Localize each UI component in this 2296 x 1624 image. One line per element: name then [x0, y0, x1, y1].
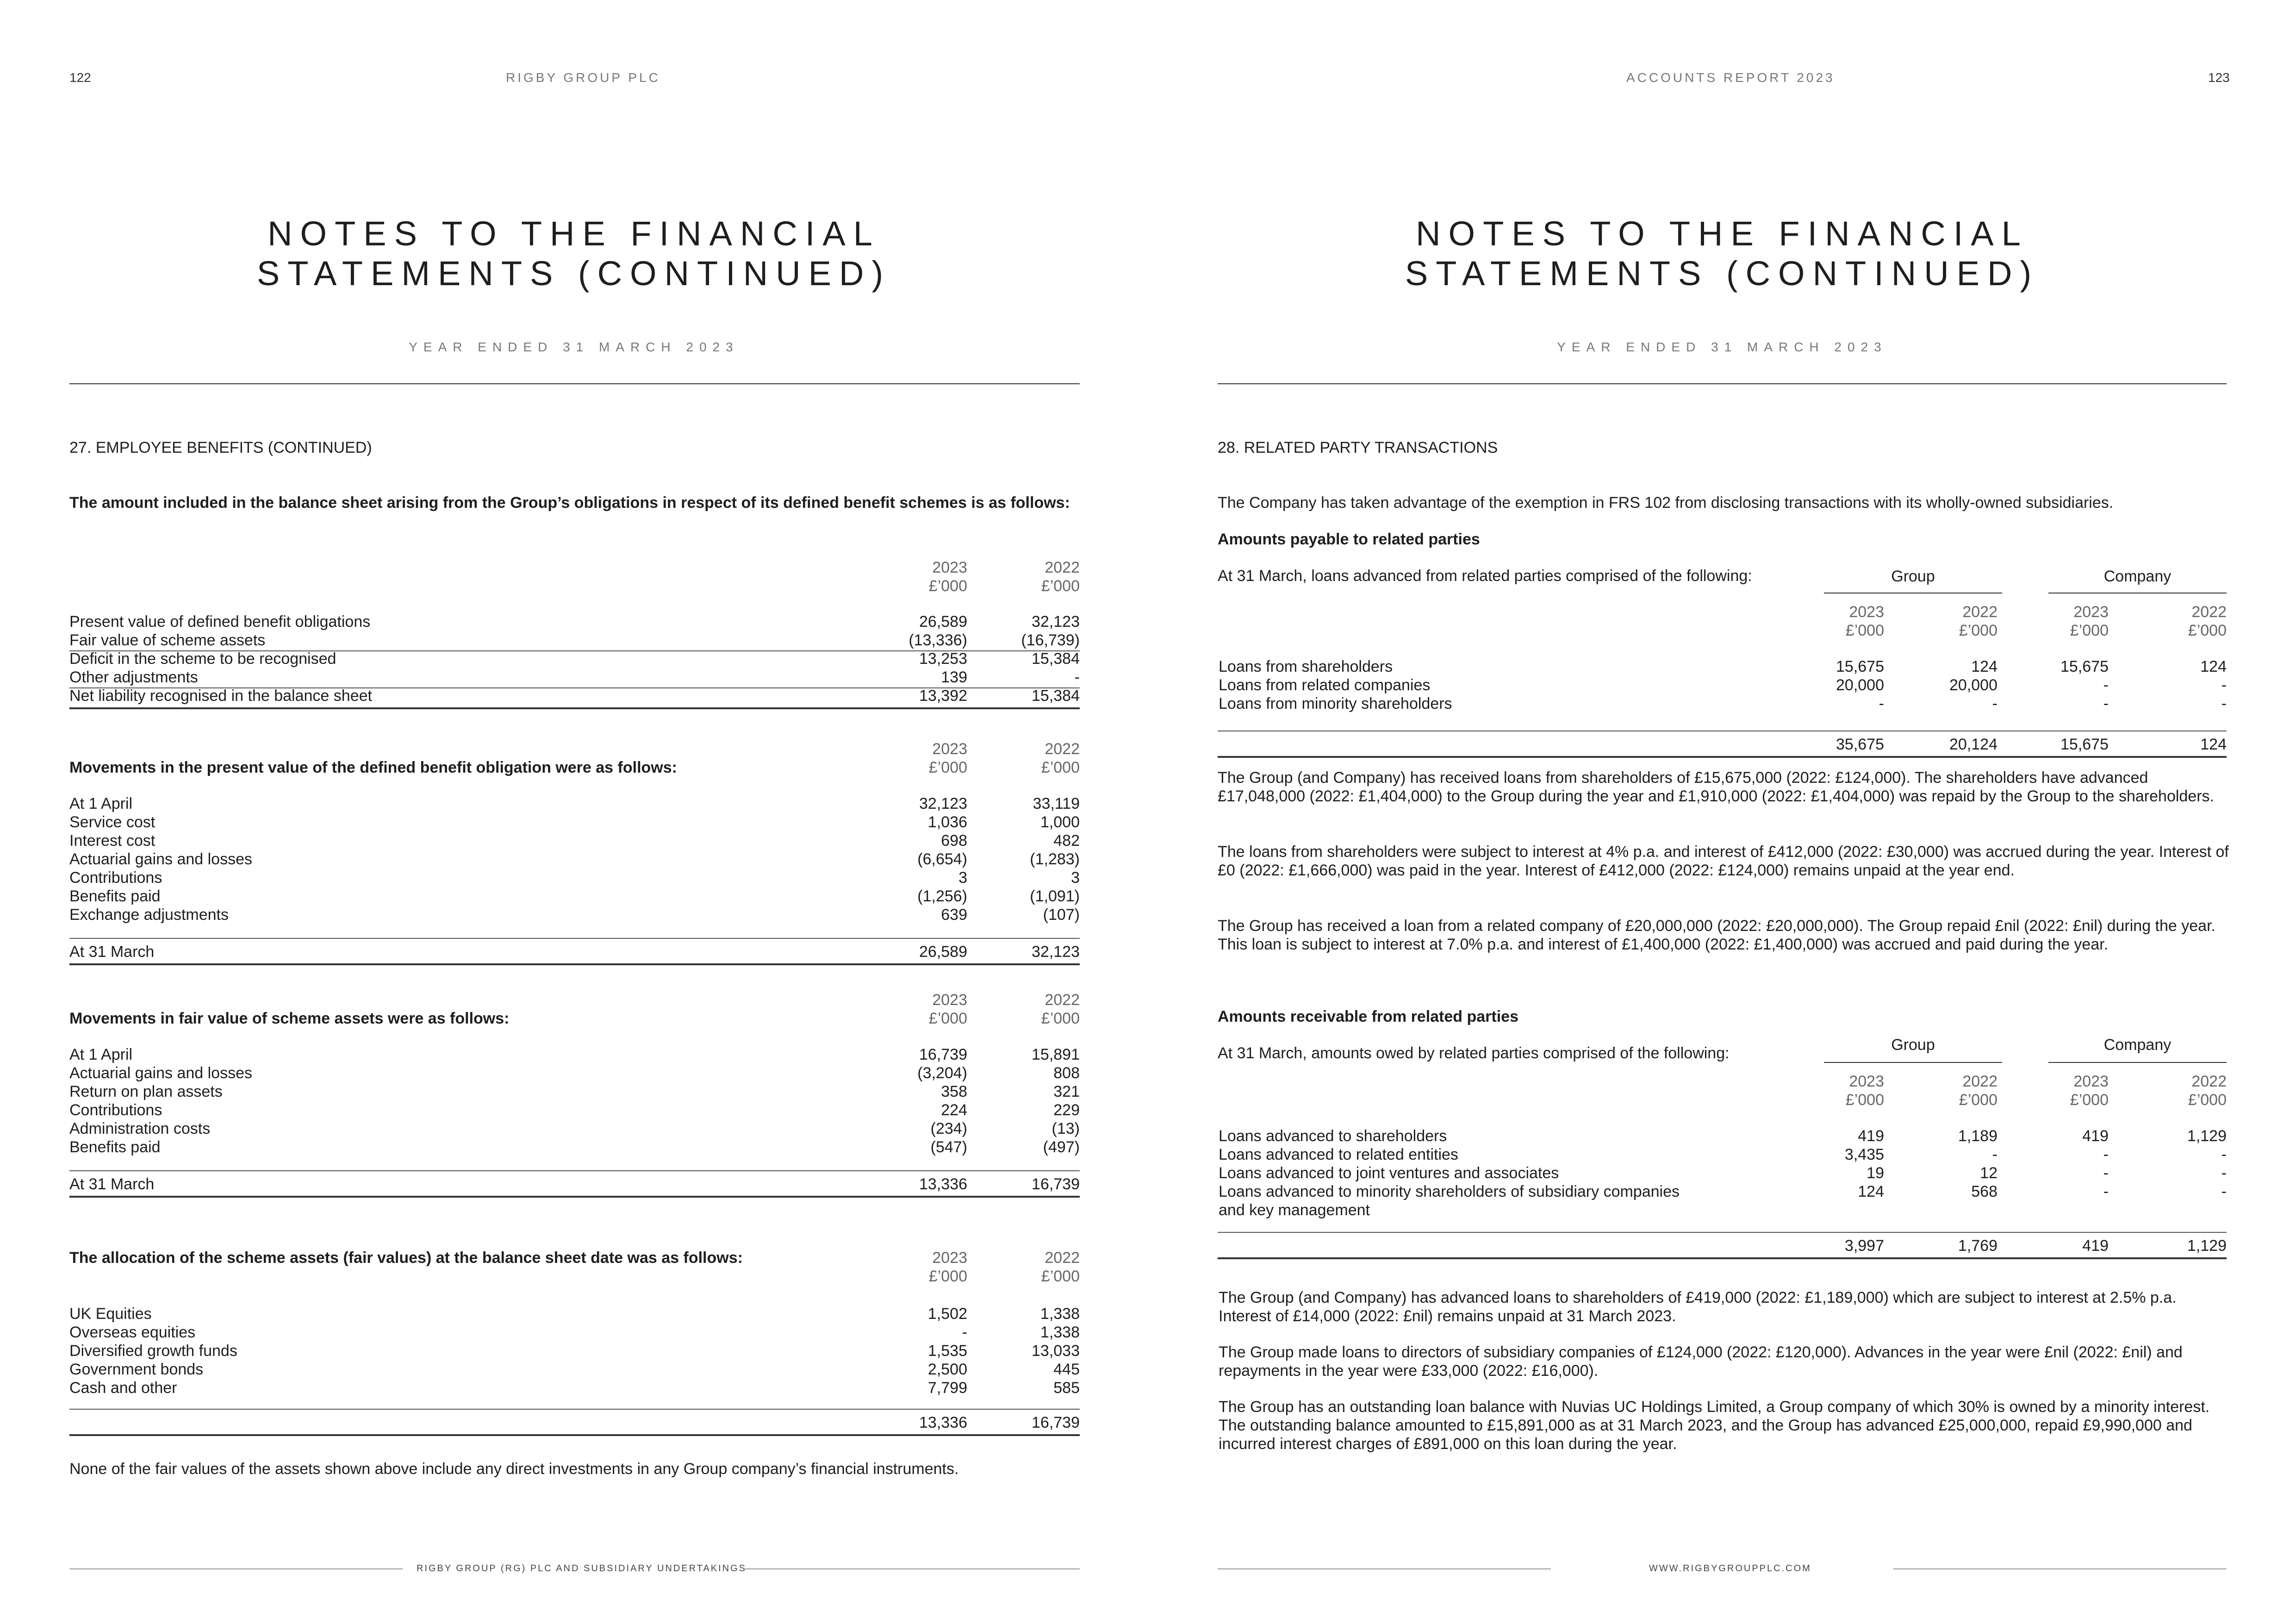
col-header-group-2023: 2023 £’000 — [1845, 1073, 1884, 1109]
col-header-group-2023: 2023 £’000 — [1845, 603, 1884, 639]
balance-intro: The amount included in the balance sheet arising from the Group’s obligations in respect of its defined benefit schemes is as follows: — [69, 494, 1070, 512]
value-2022: 229 — [1053, 1101, 1080, 1119]
value-company-2023: - — [2103, 695, 2109, 712]
closing-note: None of the fair values of the assets shown above include any direct investments in any Group company’s financial instruments. — [69, 1460, 959, 1478]
section-heading: 27. EMPLOYEE BENEFITS (CONTINUED) — [69, 439, 372, 456]
row-label: At 1 April — [69, 1046, 133, 1063]
footer-rule-left — [69, 1568, 403, 1569]
total-rule — [1218, 1257, 2227, 1259]
value-2023: (3,204) — [917, 1064, 967, 1082]
total-2023: 13,336 — [919, 1414, 967, 1431]
row-rule — [69, 1170, 1080, 1171]
running-head: ACCOUNTS REPORT 2023 — [1626, 70, 1835, 85]
value-group-2023: 20,000 — [1836, 676, 1884, 694]
row-label: Cash and other — [69, 1379, 177, 1397]
row-label: Return on plan assets — [69, 1083, 223, 1100]
value-2023: 1,036 — [927, 813, 967, 831]
company-header-rule — [2048, 1062, 2227, 1063]
page-title: NOTES TO THE FINANCIAL STATEMENTS (CONTINUED) — [256, 214, 891, 293]
company-header: Company — [2103, 1036, 2172, 1054]
col-header-2023: 2023 £’000 — [928, 991, 967, 1027]
row-label: Exchange adjustments — [69, 906, 229, 924]
value-group-2023: 3,435 — [1844, 1146, 1884, 1163]
total-label: At 31 March — [69, 1175, 155, 1193]
value-2022: 13,033 — [1032, 1342, 1080, 1360]
footer-rule-right — [745, 1568, 1080, 1569]
col-header-2023: 2023 £’000 — [928, 1249, 967, 1285]
col-header-company-2023: 2023 £’000 — [2070, 1073, 2109, 1109]
row-label: Overseas equities — [69, 1324, 196, 1341]
page-title: NOTES TO THE FINANCIAL STATEMENTS (CONTINUED) — [1405, 214, 2040, 293]
value-2022: (107) — [1043, 906, 1080, 924]
row-rule — [69, 938, 1080, 939]
row-label: Fair value of scheme assets — [69, 631, 266, 649]
table-heading: Amounts receivable from related parties — [1218, 1008, 1519, 1025]
value-company-2023: - — [2103, 676, 2109, 694]
value-company-2022: - — [2221, 1183, 2227, 1200]
value-2023: 3 — [958, 869, 967, 887]
value-2022: 15,384 — [1032, 650, 1080, 668]
row-label: Service cost — [69, 813, 156, 831]
value-2023: 698 — [941, 832, 967, 849]
page-number: 122 — [69, 70, 91, 85]
section-heading: 28. RELATED PARTY TRANSACTIONS — [1218, 439, 1498, 456]
value-2022: 585 — [1053, 1379, 1080, 1397]
col-header-2022: 2022 £’000 — [1041, 740, 1080, 776]
section-intro: The Company has taken advantage of the exemption in FRS 102 from disclosing transactions with its wholly-owned subsidiaries. — [1218, 494, 2114, 512]
row-label: Deficit in the scheme to be recognised — [69, 650, 336, 668]
value-group-2022: 12 — [1980, 1164, 1997, 1182]
value-2022: - — [1074, 668, 1080, 686]
value-2022: (16,739) — [1021, 631, 1080, 649]
footer-rule-right — [1893, 1568, 2227, 1569]
value-2023: (547) — [930, 1138, 967, 1156]
value-group-2023: 124 — [1858, 1183, 1884, 1200]
value-company-2022: 124 — [2200, 658, 2227, 675]
value-company-2022: - — [2221, 695, 2227, 712]
total-company-2023: 419 — [2082, 1237, 2109, 1255]
col-header-group-2022: 2022 £’000 — [1959, 1073, 1997, 1109]
value-company-2023: - — [2103, 1183, 2109, 1200]
value-group-2022: - — [1992, 1146, 1997, 1163]
payable-paragraph: The Group has received a loan from a related company of £20,000,000 (2022: £20,000,000). The Group repaid £nil (2022: £nil) during the year. This loan is subject to interest at 7.0% p.a. and interest of £1,400,000 (2022: £1,400,000) was accrued and paid during the year. — [1218, 917, 2215, 953]
payable-paragraph: The loans from shareholders were subject to interest at 4% p.a. and interest of £412,000 (2022: £30,000) was accrued during the year. Interest of £0 (2022: £1,666,000) was paid in the year. Interest of £412,000 (2022: £124,000) remains unpaid at the year end. — [1218, 843, 2229, 879]
row-label: Loans advanced to minority shareholders of subsidiary companies — [1219, 1183, 1680, 1200]
col-header-2022: 2022 £’000 — [1041, 1249, 1080, 1285]
row-label: Loans advanced to joint ventures and associates — [1219, 1164, 1559, 1182]
value-group-2023: - — [1879, 695, 1884, 712]
value-2023: 16,739 — [919, 1046, 967, 1063]
row-label: Loans from related companies — [1219, 676, 1431, 694]
total-rule — [1218, 756, 2227, 758]
footer-text: RIGBY GROUP (RG) PLC AND SUBSIDIARY UNDERTAKINGS — [417, 1563, 747, 1574]
value-company-2023: 419 — [2082, 1127, 2109, 1145]
group-header: Group — [1891, 568, 1935, 585]
total-company-2022: 124 — [2200, 736, 2227, 753]
col-header-2023: 2023 £’000 — [928, 559, 967, 595]
total-rule — [69, 1434, 1080, 1436]
payable-paragraph: The Group (and Company) has received loans from shareholders of £15,675,000 (2022: £124,000). The shareholders have advanced £17,048,000 (2022: £1,404,000) to the Group during the year and £1,910,000 (2022: £1,404,000) was repaid by the Group to the shareholders. — [1218, 769, 2214, 805]
value-2022: 1,338 — [1040, 1324, 1080, 1341]
value-2023: (13,336) — [908, 631, 967, 649]
col-header-2022: 2022 £’000 — [1041, 991, 1080, 1027]
total-2023: 26,589 — [919, 943, 967, 961]
row-label: Loans from minority shareholders — [1219, 695, 1452, 712]
row-label: Benefits paid — [69, 1138, 161, 1156]
value-group-2023: 19 — [1867, 1164, 1884, 1182]
total-rule — [69, 1196, 1080, 1198]
company-header: Company — [2103, 568, 2172, 585]
row-label: Actuarial gains and losses — [69, 850, 253, 868]
value-2022: (13) — [1052, 1120, 1080, 1137]
value-2023: (1,256) — [917, 887, 967, 905]
value-2023: 13,392 — [919, 687, 967, 705]
total-group-2022: 1,769 — [1958, 1237, 1997, 1255]
table-heading: The allocation of the scheme assets (fair values) at the balance sheet date was as follows: — [69, 1249, 743, 1267]
total-rule — [69, 963, 1080, 965]
total-group-2023: 3,997 — [1844, 1237, 1884, 1255]
value-group-2023: 419 — [1858, 1127, 1884, 1145]
group-header-rule — [1824, 1062, 2002, 1063]
value-company-2023: - — [2103, 1146, 2109, 1163]
row-label: Administration costs — [69, 1120, 211, 1137]
table-heading: Movements in fair value of scheme assets were as follows: — [69, 1010, 510, 1027]
row-label: UK Equities — [69, 1305, 152, 1323]
value-group-2022: 20,000 — [1949, 676, 1997, 694]
value-company-2022: 1,129 — [2187, 1127, 2227, 1145]
value-2023: (234) — [930, 1120, 967, 1137]
value-2023: - — [962, 1324, 967, 1341]
value-2023: (6,654) — [917, 850, 967, 868]
group-header: Group — [1891, 1036, 1935, 1054]
value-2023: 358 — [941, 1083, 967, 1100]
value-2022: 1,000 — [1040, 813, 1080, 831]
value-2022: 482 — [1053, 832, 1080, 849]
value-2022: 445 — [1053, 1361, 1080, 1378]
running-head: RIGBY GROUP PLC — [506, 70, 660, 85]
value-2023: 26,589 — [919, 613, 967, 631]
total-group-2023: 35,675 — [1836, 736, 1884, 753]
value-2022: (1,091) — [1030, 887, 1080, 905]
value-2022: 15,891 — [1032, 1046, 1080, 1063]
value-2022: 1,338 — [1040, 1305, 1080, 1323]
col-header-2022: 2022 £’000 — [1041, 559, 1080, 595]
row-label: Contributions — [69, 1101, 162, 1119]
value-group-2022: - — [1992, 695, 1997, 712]
value-2023: 1,502 — [927, 1305, 967, 1323]
value-2022: 808 — [1053, 1064, 1080, 1082]
row-rule — [69, 1409, 1080, 1410]
total-company-2023: 15,675 — [2060, 736, 2109, 753]
receivable-paragraph: The Group has an outstanding loan balance with Nuvias UC Holdings Limited, a Group company of which 30% is owned by a minority interest. The outstanding balance amounted to £15,891,000 as at 31 March 2023, and the Group has advanced £25,000,000, repaid £9,990,000 and incurred interest charges of £891,000 on this loan during the year. — [1219, 1398, 2210, 1453]
total-2023: 13,336 — [919, 1175, 967, 1193]
value-2023: 1,535 — [927, 1342, 967, 1360]
value-company-2023: 15,675 — [2060, 658, 2109, 675]
value-2022: 3 — [1071, 869, 1080, 887]
value-2022: (497) — [1043, 1138, 1080, 1156]
row-label: Loans advanced to shareholders — [1219, 1127, 1447, 1145]
value-2022: 321 — [1053, 1083, 1080, 1100]
value-group-2022: 1,189 — [1958, 1127, 1997, 1145]
value-2023: 32,123 — [919, 795, 967, 812]
table-lead: At 31 March, amounts owed by related parties comprised of the following: — [1218, 1044, 1730, 1062]
row-label: Present value of defined benefit obligations — [69, 613, 371, 631]
value-2023: 639 — [941, 906, 967, 924]
value-company-2022: - — [2221, 1146, 2227, 1163]
receivable-paragraph: The Group (and Company) has advanced loans to shareholders of £419,000 (2022: £1,189,000) which are subject to interest at 2.5% p.a. Interest of £14,000 (2022: £nil) remains unpaid at 31 March 2023. — [1219, 1289, 2177, 1325]
value-2022: 33,119 — [1033, 795, 1080, 812]
page-subtitle: YEAR ENDED 31 MARCH 2023 — [1557, 340, 1887, 354]
row-label: Government bonds — [69, 1361, 204, 1378]
row-label: Loans advanced to related entities — [1219, 1146, 1458, 1163]
table-lead: At 31 March, loans advanced from related parties comprised of the following: — [1218, 567, 1752, 585]
right-page — [1148, 0, 2296, 1624]
col-header-company-2023: 2023 £’000 — [2070, 603, 2109, 639]
title-divider — [1218, 383, 2227, 384]
row-label: Contributions — [69, 869, 162, 887]
row-label: Diversified growth funds — [69, 1342, 237, 1360]
value-2023: 7,799 — [927, 1379, 967, 1397]
row-label: At 1 April — [69, 795, 133, 812]
value-2023: 13,253 — [919, 650, 967, 668]
row-label: Other adjustments — [69, 668, 198, 686]
col-header-company-2022: 2022 £’000 — [2188, 603, 2227, 639]
row-label: Actuarial gains and losses — [69, 1064, 253, 1082]
value-company-2023: - — [2103, 1164, 2109, 1182]
total-label: At 31 March — [69, 943, 155, 961]
col-header-2023: 2023 £’000 — [928, 740, 967, 776]
receivable-paragraph: The Group made loans to directors of subsidiary companies of £124,000 (2022: £120,000). Advances in the year were £nil (2022: £nil) and repayments in the year were £33,000 (2022: £16,000). — [1219, 1343, 2183, 1380]
table-heading: Movements in the present value of the defined benefit obligation were as follows: — [69, 759, 677, 776]
value-group-2022: 568 — [1971, 1183, 1997, 1200]
total-2022: 32,123 — [1032, 943, 1080, 961]
row-label: Interest cost — [69, 832, 156, 849]
col-header-company-2022: 2022 £’000 — [2188, 1073, 2227, 1109]
page-subtitle: YEAR ENDED 31 MARCH 2023 — [409, 340, 739, 354]
value-2023: 2,500 — [927, 1361, 967, 1378]
value-2022: (1,283) — [1030, 850, 1080, 868]
row-label: Loans from shareholders — [1219, 658, 1393, 675]
total-2022: 16,739 — [1032, 1175, 1080, 1193]
value-2023: 224 — [941, 1101, 967, 1119]
footer-text: WWW.RIGBYGROUPPLC.COM — [1649, 1563, 1811, 1574]
value-2022: 15,384 — [1032, 687, 1080, 705]
table-heading: Amounts payable to related parties — [1218, 531, 1480, 548]
value-company-2022: - — [2221, 676, 2227, 694]
title-divider — [69, 383, 1080, 384]
total-2022: 16,739 — [1032, 1414, 1080, 1431]
value-company-2022: - — [2221, 1164, 2227, 1182]
total-rule — [69, 707, 1080, 709]
row-label: Net liability recognised in the balance sheet — [69, 687, 372, 705]
value-group-2023: 15,675 — [1836, 658, 1884, 675]
value-2023: 139 — [941, 668, 967, 686]
value-group-2022: 124 — [1971, 658, 1997, 675]
footer-rule-left — [1218, 1568, 1551, 1569]
total-company-2022: 1,129 — [2187, 1237, 2227, 1255]
row-label: Benefits paid — [69, 887, 161, 905]
col-header-group-2022: 2022 £’000 — [1959, 603, 1997, 639]
row-label-continued: and key management — [1219, 1201, 1370, 1219]
row-rule — [1218, 1232, 2227, 1233]
total-group-2022: 20,124 — [1949, 736, 1997, 753]
page-number: 123 — [2208, 70, 2230, 85]
value-2022: 32,123 — [1032, 613, 1080, 631]
